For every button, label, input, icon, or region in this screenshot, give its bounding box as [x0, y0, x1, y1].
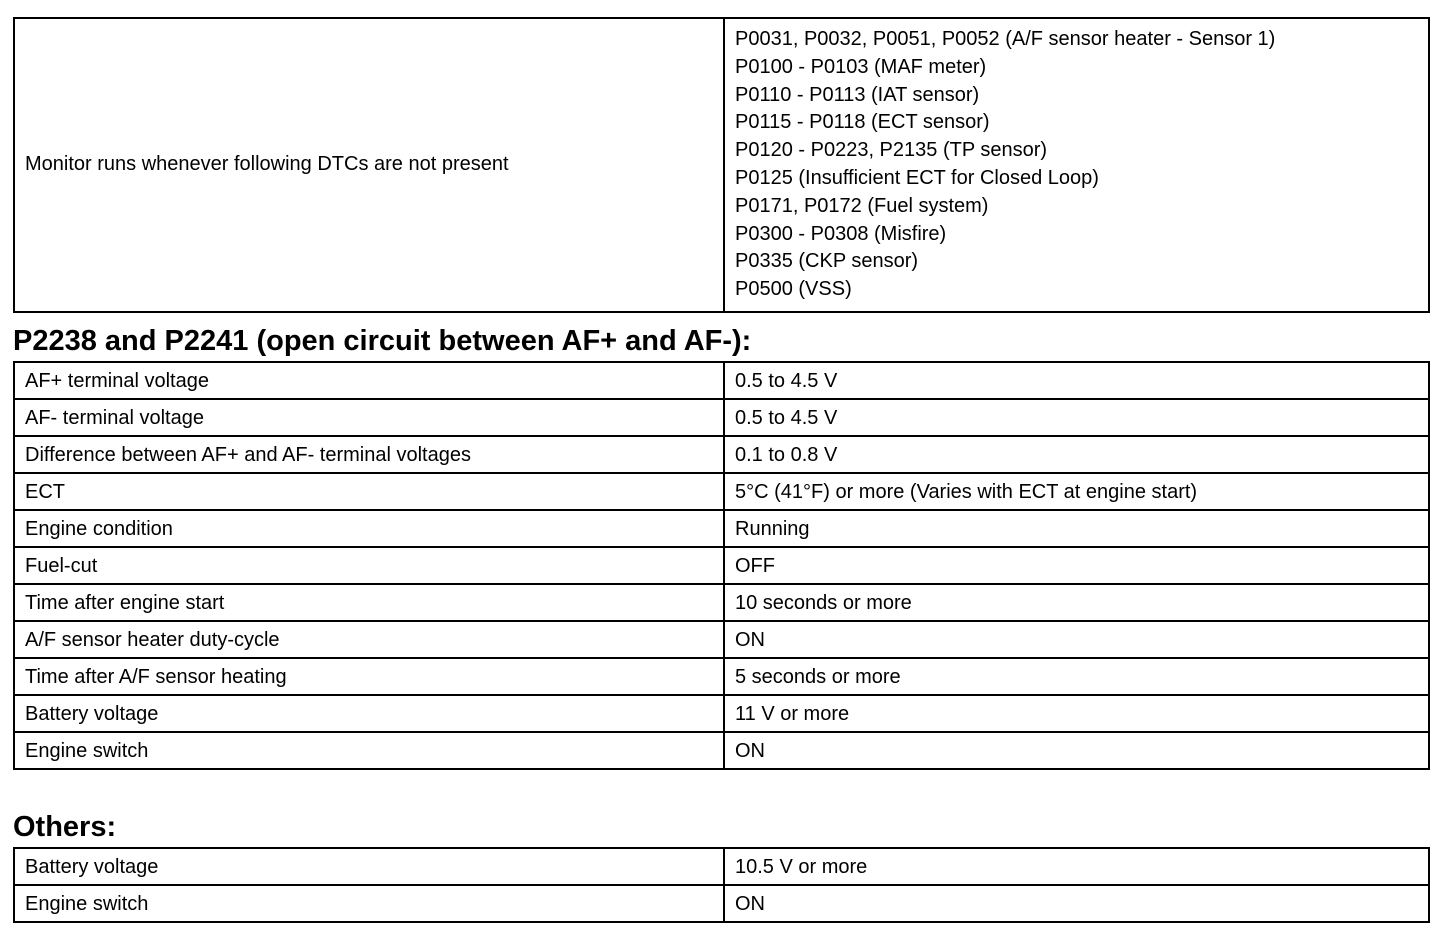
table-row — [14, 362, 1429, 399]
parameter-cell: Battery voltage — [14, 848, 724, 885]
dtc-item: P0120 - P0223, P2135 (TP sensor) — [735, 139, 1048, 162]
parameter-cell: AF- terminal voltage — [14, 399, 724, 436]
dtc-item: P0171, P0172 (Fuel system) — [735, 194, 989, 217]
value-cell: 0.1 to 0.8 V — [724, 436, 1429, 473]
value-cell: 5 seconds or more — [724, 658, 1429, 695]
table-row — [14, 473, 1429, 510]
value-cell: OFF — [724, 547, 1429, 584]
dtc-list-cell — [724, 18, 1429, 312]
dtc-item: P0335 (CKP sensor) — [735, 250, 919, 273]
others-conditions-table — [13, 847, 1430, 923]
p2238-p2241-heading: P2238 and P2241 (open circuit between AF+ and AF-): — [13, 325, 752, 357]
table-row — [14, 658, 1429, 695]
parameter-cell: Battery voltage — [14, 695, 724, 732]
value-cell: 10 seconds or more — [724, 584, 1429, 621]
table-row — [14, 584, 1429, 621]
dtc-item: P0300 - P0308 (Misfire) — [735, 222, 947, 245]
parameter-cell: Fuel-cut — [14, 547, 724, 584]
parameter-cell: Time after engine start — [14, 584, 724, 621]
table-row — [14, 885, 1429, 922]
monitor-label-cell: Monitor runs whenever following DTCs are not present — [14, 18, 724, 312]
parameter-cell: Engine condition — [14, 510, 724, 547]
p2238-p2241-conditions-table — [13, 361, 1430, 770]
value-cell: 10.5 V or more — [724, 848, 1429, 885]
value-cell: ON — [724, 621, 1429, 658]
dtc-item: P0125 (Insufficient ECT for Closed Loop) — [735, 167, 1099, 189]
dtc-item: P0115 - P0118 (ECT sensor) — [735, 111, 990, 134]
dtc-item: P0100 - P0103 (MAF meter) — [735, 55, 987, 78]
parameter-cell: ECT — [14, 473, 724, 510]
value-cell: Running — [724, 510, 1429, 547]
table-row — [14, 510, 1429, 547]
table-row — [14, 547, 1429, 584]
table-row — [14, 848, 1429, 885]
table-row — [14, 436, 1429, 473]
parameter-cell: Difference between AF+ and AF- terminal voltages — [14, 436, 724, 473]
parameter-cell: AF+ terminal voltage — [14, 362, 724, 399]
value-cell: 5°C (41°F) or more (Varies with ECT at engine start) — [724, 473, 1429, 510]
table-row — [14, 732, 1429, 769]
value-cell: ON — [724, 732, 1429, 769]
dtc-item: P0110 - P0113 (IAT sensor) — [735, 83, 980, 106]
others-heading: Others: — [13, 811, 117, 843]
table-row — [14, 621, 1429, 658]
dtc-item: P0031, P0032, P0051, P0052 (A/F sensor heater - Sensor 1) — [735, 28, 1276, 51]
monitor-conditions-table — [13, 17, 1430, 313]
parameter-cell: A/F sensor heater duty-cycle — [14, 621, 724, 658]
value-cell: 11 V or more — [724, 695, 1429, 732]
parameter-cell: Time after A/F sensor heating — [14, 658, 724, 695]
value-cell: ON — [724, 885, 1429, 922]
table-row — [14, 399, 1429, 436]
table-row — [14, 18, 1429, 312]
parameter-cell: Engine switch — [14, 885, 724, 922]
parameter-cell: Engine switch — [14, 732, 724, 769]
table-row — [14, 695, 1429, 732]
value-cell: 0.5 to 4.5 V — [724, 399, 1429, 436]
value-cell: 0.5 to 4.5 V — [724, 362, 1429, 399]
dtc-item: P0500 (VSS) — [735, 278, 852, 301]
